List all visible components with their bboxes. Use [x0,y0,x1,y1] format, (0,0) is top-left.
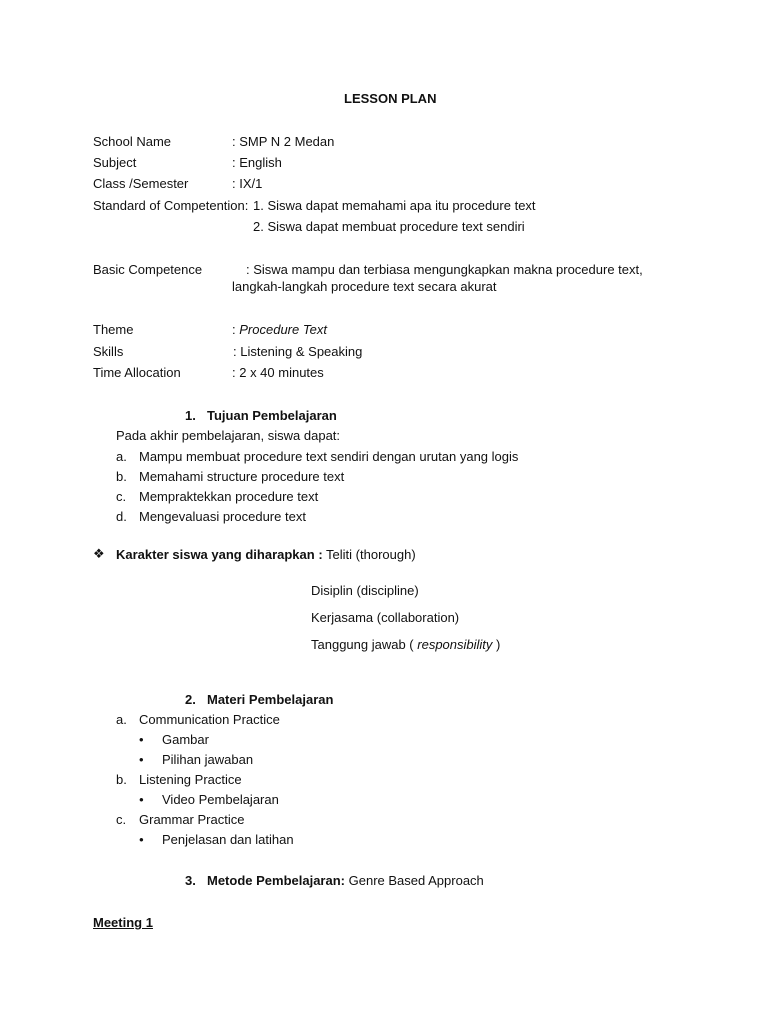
basic-competence-label: Basic Competence [93,262,203,277]
section-3-line [207,873,484,889]
subject-value: : English [232,155,282,170]
karakter-line [116,547,416,563]
materi-a-marker: a. [116,712,127,727]
karakter-tanggung-jawab [311,637,500,653]
document-title: LESSON PLAN [344,91,437,106]
tanggung-prefix: Tanggung jawab ( [311,637,414,652]
school-name-value: : SMP N 2 Medan [232,134,335,149]
objective-b-marker: b. [116,469,127,484]
section-1-heading: Tujuan Pembelajaran [207,408,337,423]
meeting-heading: Meeting 1 [93,915,153,930]
theme-value-text: Procedure Text [239,322,327,337]
standard-competention-label: Standard of Competention: [93,198,249,213]
diamond-bullet-icon: ❖ [93,547,105,562]
objective-d-marker: d. [116,509,127,524]
school-name-label: School Name [93,134,172,149]
section-3-number: 3. [185,873,196,888]
materi-c-text: Grammar Practice [139,812,245,827]
objective-b-text: Memahami structure procedure text [139,469,345,484]
bullet-icon: • [139,752,144,767]
materi-c-sub-1: Penjelasan dan latihan [162,832,294,847]
tanggung-italic: responsibility [417,637,493,652]
materi-b-text: Listening Practice [139,772,242,787]
time-allocation-label: Time Allocation [93,365,181,380]
class-semester-value: : IX/1 [232,176,263,191]
materi-b-sub-1: Video Pembelajaran [162,792,279,807]
bullet-icon: • [139,732,144,747]
karakter-kerjasama: Kerjasama (collaboration) [311,610,460,625]
objective-c-marker: c. [116,489,127,504]
theme-colon: : [232,322,236,337]
section-2-heading: Materi Pembelajaran [207,692,334,707]
materi-a-sub-2: Pilihan jawaban [162,752,254,767]
standard-competention-item-1: 1. Siswa dapat memahami apa itu procedure text [253,198,536,213]
materi-b-marker: b. [116,772,127,787]
skills-label: Skills [93,344,124,359]
section-3-heading: Metode Pembelajaran: [207,873,345,888]
materi-a-sub-1: Gambar [162,732,209,747]
objective-c-text: Mempraktekkan procedure text [139,489,319,504]
standard-competention-item-2: 2. Siswa dapat membuat procedure text sendiri [253,219,525,234]
section-2-number: 2. [185,692,196,707]
time-allocation-value: : 2 x 40 minutes [232,365,324,380]
section-3-value: Genre Based Approach [348,873,484,888]
objective-a-marker: a. [116,449,127,464]
materi-c-marker: c. [116,812,127,827]
basic-competence-line-1: : Siswa mampu dan terbiasa mengungkapkan makna procedure text, [246,262,643,277]
bullet-icon: • [139,792,144,807]
karakter-label: Karakter siswa yang diharapkan : [116,547,323,562]
theme-label: Theme [93,322,134,337]
bullet-icon: • [139,832,144,847]
objective-a-text: Mampu membuat procedure text sendiri dengan urutan yang logis [139,449,519,464]
theme-value [232,322,327,338]
karakter-teliti: Teliti (thorough) [326,547,416,562]
karakter-disiplin: Disiplin (discipline) [311,583,419,598]
skills-value: : Listening & Speaking [233,344,363,359]
basic-competence-line-2: langkah-langkah procedure text secara akurat [232,279,497,294]
class-semester-label: Class /Semester [93,176,189,191]
section-1-number: 1. [185,408,196,423]
tanggung-suffix: ) [496,637,501,652]
materi-a-text: Communication Practice [139,712,280,727]
objective-d-text: Mengevaluasi procedure text [139,509,306,524]
subject-label: Subject [93,155,137,170]
section-1-intro: Pada akhir pembelajaran, siswa dapat: [116,428,341,443]
